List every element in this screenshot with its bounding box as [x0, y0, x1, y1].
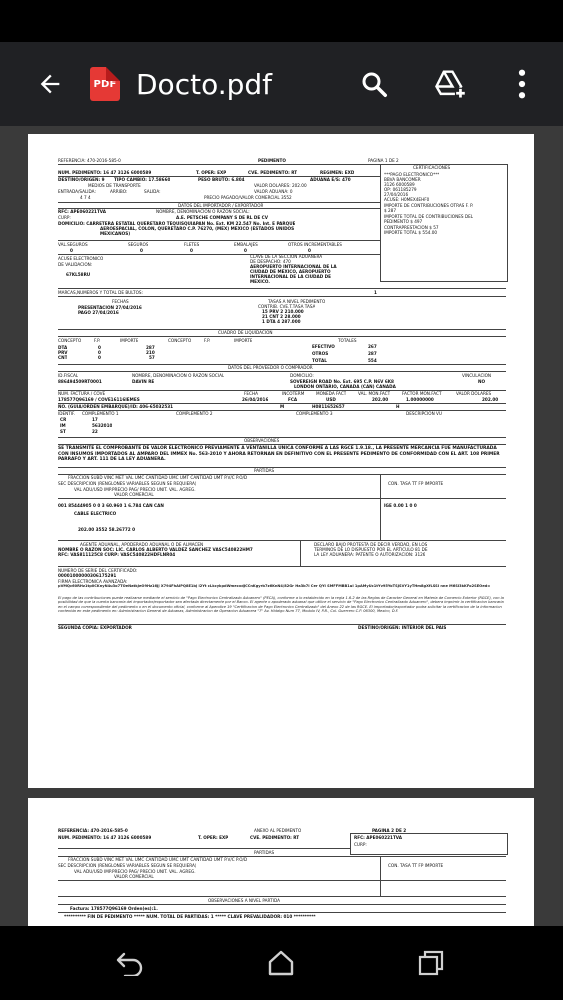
guia-h: H: [396, 404, 400, 409]
guia-m: M: [280, 404, 285, 409]
legal-notice: El pago de las contribuciones puede realizarse mediante el servicio de "Pago Electronico Centralizado Aduanero" (PECA), conforme a lo establecido en la regla 1.6.2 de las Reglas de Caracter General en Materia de Comercio Exterior (RGCE), con la posibilidad de que la cuenta bancaria del importador/exportador sea afectada directamente por el Banco. El agente o apoderado aduanal que utilice el servicio de "Pago Electronico Centralizado Aduanero", debera imprimir la certificacion bancaria en el campo correspondiente del pedimento o en el documento oficial, conforme al Apendice 19 "Certificacion de Pago Electronico Centralizado" del Anexo 22 de las RGCE. El importador/exportador podra solicitar la certificacion de la informacion contenida en este pedimento en: Administracion General de Aduanas, Administracion de Operacion Aduanera "7" Av. Hidalgo Num 77, Modulo IV, P.B., Col. Guerrero C.P. 06300, Mexico, D.F.: [58, 596, 504, 614]
cert-line: ACUSE: H0MEX4EHF0: [384, 197, 430, 202]
domicilio-line3: MEXICANOS): [100, 231, 131, 236]
referencia-p2: REFERENCIA: 470-2016-585-0: [58, 828, 128, 833]
clave-line: MEXICO.: [250, 279, 270, 284]
identif-code: CR: [60, 417, 67, 422]
marcas-value: 1: [374, 290, 377, 295]
document-title: Docto.pdf: [136, 67, 273, 101]
embalajes: 0: [244, 248, 247, 253]
partidas-columns: SEC DESCRIPCION (RENGLONES VARIABLES SEGUN SE REQUIERA): [58, 481, 197, 486]
add-to-drive-button[interactable]: [428, 62, 472, 106]
back-button[interactable]: [28, 62, 72, 106]
entrada-salida-label: ENTRADA/SALIDA:: [58, 189, 96, 194]
search-icon: [359, 69, 389, 99]
acuse-value: 67KL58RU: [66, 272, 91, 277]
factura-value: 26/04/2016: [242, 397, 269, 402]
partida-valores: 202.00 3552 58.26772 0: [78, 527, 136, 532]
observaciones-header: OBSERVACIONES: [244, 438, 280, 443]
factura-col: FECHA: [244, 391, 258, 396]
otros-label: OTROS INCREMENTABLES: [288, 242, 342, 247]
proveedor-domicilio: SOVEREIGN ROAD No. Ext. 695 C.P. N6V 6K8: [290, 379, 394, 384]
fin-pedimento: ********** FIN DE PEDIMENTO ***** NUM. TOTAL DE PARTIDAS: 1 ***** CLAVE PREVALIDADOR: 010 **********: [64, 914, 316, 919]
tasas-header: TASAS A NIVEL PEDIMENTO: [268, 299, 326, 304]
rfc-p2: RFC: APE060221TVA: [354, 835, 402, 840]
identif-code: IM: [60, 423, 66, 428]
status-bar: [0, 0, 563, 42]
t-oper: T. OPER: EXP: [196, 170, 227, 175]
liq-col: IMPORTE: [234, 338, 253, 343]
firma-label: FIRMA ELECTRONICA AVANZADA:: [58, 579, 128, 584]
liq-importe: 57: [149, 355, 155, 360]
factura-col: FACTOR MON.FACT: [402, 391, 442, 396]
cve-p2: CVE. PEDIMENTO: RT: [250, 835, 300, 840]
liq-col: F.P.: [94, 338, 101, 343]
pdf-badge-label: PDF: [93, 78, 117, 90]
id-fiscal-label: ID.FISCAL: [58, 373, 79, 378]
page-number: PAGINA 1 DE 2: [368, 158, 399, 163]
referencia: REFERENCIA: 470-2016-585-0: [58, 158, 121, 163]
liq-fp: 0: [98, 345, 101, 350]
agente-line: AGENTE ADUANAL, APODERADO ADUANAL O DE ALMACEN: [80, 542, 204, 547]
clave-line: INTERNACIONAL DE LA CIUDAD DE: [250, 274, 331, 279]
factura-col: MONEDA FACT: [316, 391, 347, 396]
serie-label: NUMERO DE SERIE DEL CERTIFICADO:: [58, 568, 138, 573]
obs-partida-header: OBSERVACIONES A NIVEL PARTIDA: [208, 898, 280, 903]
partidas-header-p2: PARTIDAS: [254, 850, 275, 855]
proveedor-domicilio-2: LONDON ONTARIO, CANADA (CAN) CANADA: [294, 384, 396, 389]
peso-bruto: PESO BRUTO: 6.804: [198, 177, 245, 182]
fechas-header: FECHAS: [112, 299, 129, 304]
liq-col: TOTALES: [338, 338, 357, 343]
identif-label: IDENTIF.: [58, 411, 76, 416]
fecha-pago: PAGO 27/04/2016: [78, 310, 119, 315]
valor-dolares: VALOR DOLARES: 202.00: [254, 183, 307, 188]
liq-concepto: DTA: [58, 345, 68, 350]
precio-pagado: PRECIO PAGADO/VALOR COMERCIAL 3552: [204, 195, 292, 200]
liq-fp: 0: [98, 350, 101, 355]
complemento-label: COMPLEMENTO 2: [176, 411, 213, 416]
acuse-label: ACUSE ELECTRONICO: [58, 256, 104, 261]
seguros: 0: [140, 248, 143, 253]
identif-value: 5632010: [92, 423, 113, 428]
descripcion-vu-label: DESCRIPCION VU: [406, 411, 442, 416]
nav-back-icon: [115, 950, 145, 976]
total-value: 287: [368, 351, 377, 356]
fecha-presentacion: PRESENTACION 27/04/2016: [78, 305, 142, 310]
anexo-title: ANEXO AL PEDIMENTO: [254, 828, 302, 833]
proveedor-domicilio-label: DOMICILIO:: [290, 373, 314, 378]
cert-line: 27/04/2016: [384, 192, 409, 197]
aduana-es: ADUANA E/S: 470: [310, 177, 351, 182]
cert-line: BBVA BANCOMER: [384, 177, 421, 182]
nav-back-button[interactable]: [108, 941, 152, 985]
cert-line: $ 287: [384, 208, 396, 213]
tasa-row: 1 DTA 4 287.000: [262, 319, 301, 324]
declaro-line: TERMINOS DE LO DISPUESTO POR EL ARTICULO 81 DE: [314, 547, 428, 552]
tasas-columns: CONTRIB. CVE.T.TASA TASA: [258, 304, 316, 309]
partidas-columns: FRACCION SUBD VINC MET VAL UMC CANTIDAD UMC UMT CANTIDAD UMT P.V/C P.O/D: [68, 475, 248, 480]
cert-line: CONTRAPRESTACION $ 57: [384, 225, 439, 230]
identif-value: 22: [92, 429, 98, 434]
partidas-columns-p2: VAL ADU/USD IMP.PRECIO PAG/ PRECIO UNIT. VAL. AGREG.: [74, 869, 196, 874]
regimen: REGIMEN: EXD: [320, 170, 355, 175]
factura-value: FCA: [288, 397, 298, 402]
factura-value: 178577Q96169 / COVE16116IEMES: [58, 397, 140, 402]
complemento-label: COMPLEMENTO 3: [296, 411, 333, 416]
factura-p2: Factura: 178577Q96169 Orden(es):1.: [70, 906, 158, 911]
partidas-columns: VALOR COMERCIAL: [114, 492, 154, 497]
partidas-columns: VAL ADU/USD IMP.PRECIO PAG/ PRECIO UNIT. VAL. AGREG.: [74, 487, 196, 492]
otros: 0: [308, 248, 311, 253]
clave-line: CIUDAD DE MEXICO, AEROPUERTO: [250, 269, 331, 274]
t-oper-p2: T. OPER: EXP: [198, 835, 229, 840]
destino-origen: DESTINO/ORIGEN: 9: [58, 177, 105, 182]
medios-values: 4 7 4: [80, 195, 91, 200]
cert-line: ***PAGO ELECTRONICO***: [384, 172, 440, 177]
identif-value: 17: [92, 417, 98, 422]
val-seguros: 0: [70, 248, 73, 253]
clave-line: DE DESPACHO: 470: [250, 259, 291, 264]
proveedor-header: DATOS DEL PROVEEDOR O COMPRADOR: [228, 365, 313, 370]
total-value: 267: [368, 344, 377, 349]
liq-concepto: CNT: [58, 355, 68, 360]
factura-col: INCOTERM: [282, 391, 305, 396]
recents-icon: [418, 950, 444, 976]
liq-importe: 287: [146, 345, 155, 350]
partidas-right-p2: CON. TASA TT FP IMPORTE: [388, 863, 444, 868]
validacion-label: DE VALIDACION:: [58, 262, 93, 267]
more-vert-icon: [517, 69, 527, 99]
liq-col: CONCEPTO: [168, 338, 192, 343]
liq-col: CONCEPTO: [58, 338, 82, 343]
more-options-button[interactable]: [500, 62, 544, 106]
tasa-row: 21 CNT 2 28.000: [262, 314, 301, 319]
guia-h-value: H0811652657: [312, 404, 345, 409]
pedimento-title: PEDIMENTO: [258, 158, 286, 163]
id-fiscal: 886494509RT0001: [58, 379, 102, 384]
curp: CURP:: [58, 215, 71, 220]
valor-aduana: VALOR ADUANA: 0: [254, 189, 293, 194]
razon-social: A.E. PETSCHE COMPANY S DE RL DE CV: [176, 215, 268, 220]
page-number-p2: PAGINA 2 DE 2: [372, 828, 407, 833]
embalajes-label: EMBALAJES: [234, 242, 258, 247]
val-seguros-label: VAL.SEGUROS: [58, 242, 88, 247]
cert-line: OP: 061185279: [384, 187, 417, 192]
observaciones-text: SE TRANSMITE EL COMPROBANTE DE VALOR ELECTRONICO PREVIAMENTE A VENTANILLA UNICA CONFORME A LAS RGCE 1.9.18., LA PRESENTE MERCANCIA FUE MANUFACTURADA CON INSUMOS IMPORTADOS AL AMPARO DEL IMMEX No. 563-2010 Y AHORA RETORNAN EN DEFINITIVO CON EL PRESENTE PEDIMENTO DE CONFORMIDAD CON EL ART. 108 PRIMER PARRAFO Y ART. 111 DE LA LEY ADUANERA.: [58, 446, 500, 463]
declaro-line: LA LEY ADUANERA: PATENTE O AUTORIZACION: 3126: [314, 552, 426, 557]
proveedor-nombre-label: NOMBRE, DENOMINACION O RAZON SOCIAL: [132, 373, 225, 378]
arribo-label: ARRIBO:: [110, 189, 128, 194]
nav-recents-button[interactable]: [409, 941, 453, 985]
factura-value: 202.00: [482, 397, 499, 402]
partidas-header: PARTIDAS: [254, 468, 275, 473]
liq-importe: 210: [146, 350, 155, 355]
segunda-copia: SEGUNDA COPIA: EXPORTADOR: [58, 625, 132, 630]
num-pedimento: NUM. PEDIMENTO: 16 47 3126 6000589: [58, 170, 152, 175]
cve-pedimento: CVE. PEDIMENTO: RT: [248, 170, 298, 175]
clave-line: CLAVE DE LA SECCION ADUANERA: [250, 254, 323, 259]
google-drive-add-icon: [434, 69, 466, 99]
domicilio-line2: AEROESPACIAL, COLON, QUERETARO C.P. 76270, (MEX) MEXICO (ESTADOS UNIDOS: [100, 226, 295, 231]
curp-p2: CURP:: [354, 842, 367, 847]
liq-concepto: PRV: [58, 350, 68, 355]
importador-header: DATOS DEL IMPORTADOR / EXPORTADOR: [178, 203, 264, 208]
serie-value: 00001000000306175291: [58, 573, 117, 578]
vinculacion: NO: [478, 379, 486, 384]
search-button[interactable]: [352, 62, 396, 106]
total-label: OTROS: [312, 351, 329, 356]
clave-line: AEROPUERTO INTERNACIONAL DE LA: [250, 264, 337, 269]
cert-line: IMPORTE DE CONTRIBUCIONES OTRAS F. P.: [384, 203, 474, 208]
vinculacion-label: VINCULACION: [462, 373, 492, 378]
pdf-page-1: [28, 134, 534, 788]
identif-code: ST: [60, 429, 66, 434]
total-value: 554: [368, 358, 377, 363]
destino-origen-footer: DESTINO/ORIGEN: INTERIOR DEL PAIS: [358, 625, 447, 630]
num-guia: NO. (GUIA/ORDEN EMBARQUE)/ID: 406-65032531: [58, 404, 174, 409]
back-arrow-icon: [36, 70, 64, 98]
liq-col: IMPORTE: [120, 338, 139, 343]
tipo-cambio: TIPO CAMBIO: 17.58660: [114, 177, 171, 182]
num-pedimento-p2: NUM. PEDIMENTO: 16 47 3126 6000589: [58, 835, 152, 840]
partida-contrib-row: IGE 0.00 1 0 0: [384, 503, 417, 508]
proveedor-nombre: DAVIN RE: [132, 379, 155, 384]
app-toolbar: [0, 42, 563, 126]
certificaciones-title: CERTIFICACIONES: [413, 165, 451, 170]
factura-value: 202.00: [372, 397, 389, 402]
factura-col: NUM. FACTURA / COVE: [58, 391, 106, 396]
total-label: TOTAL: [312, 358, 327, 363]
seguros-label: SEGUROS: [128, 242, 149, 247]
cert-line: 3126 6000589: [384, 182, 415, 187]
partidas-columns-p2: VALOR COMERCIAL: [114, 874, 154, 879]
partidas-columns-p2: FRACCION SUBD VINC MET VAL UMC CANTIDAD UMC UMT CANTIDAD UMT P.V/C P.O/D: [68, 857, 248, 862]
factura-col: VALOR DOLARES: [456, 391, 492, 396]
partidas-right-columns: CON. TASA TT FP IMPORTE: [388, 481, 444, 486]
cert-line: IMPORTE TOTAL DE CONTRIBUCIONES DEL: [384, 214, 474, 219]
complemento-label: COMPLEMENTO 1: [82, 411, 119, 416]
marcas-label: MARCAS,NUMEROS Y TOTAL DE BULTOS:: [58, 290, 143, 295]
declaro-line: DECLARO BAJO PROTESTA DE DECIR VERDAD, EN LOS: [314, 542, 428, 547]
pdf-page-2: [28, 798, 534, 926]
pdf-file-icon: [90, 67, 120, 101]
domicilio: DOMICILIO: CARRETERA ESTATAL QUERETARO TEQUISQUIAPAN No. Ext. KM 22.547 No. Int. E PARQUE: [58, 221, 296, 226]
cert-line: PEDIMENTO $ 497: [384, 219, 423, 224]
firma-value: pVMQc60RHz1tp0CKnyN4u3o7TOeNatkJeO9Hz16Jj X794FhAIPQ8E1bj i2Yt cLkcykpdWmecxdJCCnKgyrb7z6KnN4/82Gr Ha3b7I Cer QYI SMFFMBB1uI 1pAMyUc1tYv95YoTSJSVY1yTHm8gXfLSSI nne M6SI3kKFo2SEOed=: [58, 584, 491, 588]
liq-col: F.P.: [204, 338, 211, 343]
total-label: EFECTIVO: [312, 344, 335, 349]
nombre-label: NOMBRE, DENOMINACION O RAZON SOCIAL:: [156, 209, 250, 214]
agente-line: RFC: VAS811125C8 CURP: VASC540822HDFLNR04: [58, 552, 176, 557]
nav-home-button[interactable]: [259, 941, 303, 985]
rfc: RFC: APE060221TVA: [58, 209, 106, 214]
liq-fp: 0: [98, 355, 101, 360]
agente-line: NOMBRE O RAZON SOC: LIC. CARLOS ALBERTO VALDEZ SANCHEZ VASC540822HM7: [58, 547, 253, 552]
factura-value: USD: [326, 397, 336, 402]
fletes: 0: [190, 248, 193, 253]
medios-transporte: MEDIOS DE TRANSPORTE: [88, 183, 141, 188]
fletes-label: FLETES: [184, 242, 200, 247]
liquidacion-header: CUADRO DE LIQUIDACION: [218, 330, 273, 335]
factura-col: VAL. MON.FACT: [358, 391, 391, 396]
tasa-row: 15 PRV 2 210.000: [262, 309, 304, 314]
partidas-columns-p2: SEC DESCRIPCION (RENGLONES VARIABLES SEGUN SE REQUIERA): [58, 863, 197, 868]
pdf-viewer[interactable]: [0, 126, 563, 926]
factura-value: 1.00000000: [406, 397, 434, 402]
salida-label: SALIDA:: [144, 189, 161, 194]
system-nav-bar: [0, 926, 563, 1000]
cert-line: IMPORTE TOTAL $ 554.00: [384, 230, 438, 235]
partida-descripcion: CABLE ELECTRICO: [74, 511, 117, 516]
home-icon: [267, 949, 295, 977]
partida-row: 001 85444905 0 0 3 60.960 1 6.784 CAN CAN: [58, 503, 164, 508]
